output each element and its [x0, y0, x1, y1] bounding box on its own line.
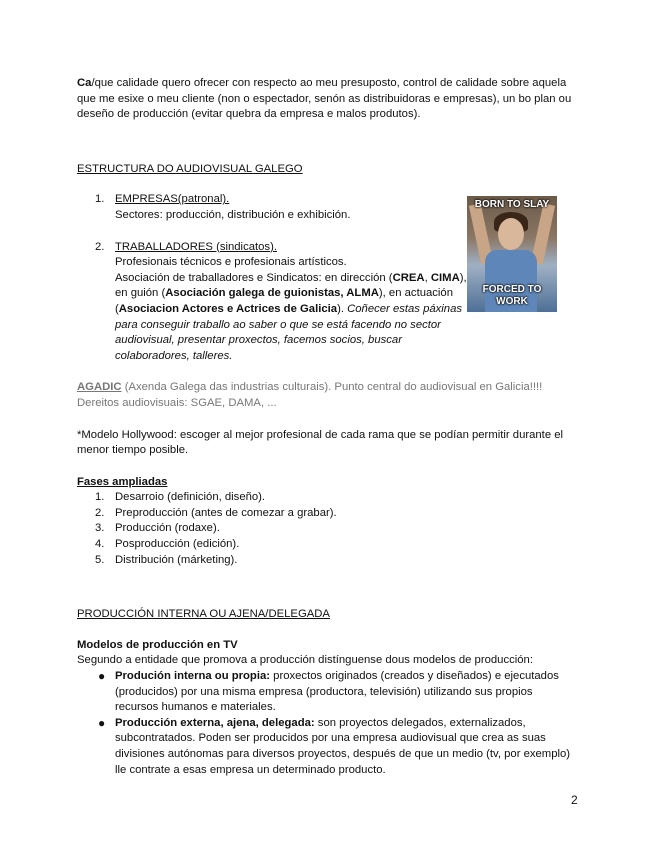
estructura-title: ESTRUCTURA DO AUDIOVISUAL GALEGO: [77, 162, 303, 175]
list-number: 3.: [95, 522, 105, 535]
list-item: [77, 506, 577, 522]
modelos-intro: Segundo a entidade que promova a producción distínguense dous modelos de producción:: [77, 654, 533, 667]
hollywood-note: *Modelo Hollywood: escoger al mejor profesional de cada rama que se podían permitir durante el menor tiempo posible.: [77, 428, 564, 457]
fase-text: Posproducción (edición).: [115, 538, 240, 551]
agadic-link[interactable]: AGADIC: [77, 381, 122, 394]
agadic-line: [77, 380, 577, 396]
text-run: ), en guión (: [115, 271, 467, 300]
empresas-line: Sectores: producción, distribución e exhibición.: [115, 208, 351, 221]
intro-paragraph: [77, 76, 577, 123]
page-number: 2: [571, 793, 578, 807]
dereitos-line: Dereitos audiovisuais: SGAE, DAMA, ...: [77, 396, 277, 409]
bullet-text: proxectos originados (creados y diseñados) e ejecutados (producidos) por una misma empresa (productora, televisión) utilizando sus propios recursos humanos e materiales.: [115, 670, 559, 714]
list-item: [77, 716, 577, 778]
list-item: [77, 537, 577, 553]
meme-top-caption: BORN TO SLAY: [474, 199, 550, 210]
fase-text: Preproducción (antes de comezar a grabar).: [115, 506, 337, 519]
list-number: 4.: [95, 538, 105, 551]
text-run: ).: [337, 302, 348, 315]
bullet-bold: Producción externa, ajena, delegada:: [115, 716, 315, 729]
bullet-icon: ●: [98, 715, 106, 730]
traballadores-line1: Profesionais técnicos e profesionais artísticos.: [115, 256, 347, 269]
list-item: [77, 553, 577, 569]
list-item: [77, 521, 577, 537]
meme-figure-face: [498, 218, 524, 250]
intro-lead: Ca: [77, 77, 92, 89]
modelos-list: [77, 669, 577, 778]
fases-list: [77, 490, 577, 568]
meme-image: [467, 196, 557, 312]
list-item: [77, 490, 577, 506]
fase-text: Distribución (márketing).: [115, 553, 238, 566]
fase-text: Producción (rodaxe).: [115, 522, 220, 535]
coñecer-note: Coñecer estas páxinas para conseguir traballo ao saber o que se está facendo no sector audiovisual, presentar proxectos, facemos socios, buscar colaboradores, talleres.: [115, 302, 463, 362]
list-item: [77, 669, 577, 716]
produccion-title: PRODUCCIÓN INTERNA OU AJENA/DELEGADA: [77, 608, 330, 621]
agadic-text: (Axenda Galega das industrias culturais). Punto central do audiovisual en Galicia!!!!: [121, 381, 543, 394]
actores-label: Asociacion Actores e Actrices de Galicia: [118, 302, 338, 315]
crea-label: CREA: [392, 271, 425, 284]
text-run: ), en actuación (: [115, 287, 453, 315]
meme-bottom-caption: FORCED TO WORK: [482, 284, 542, 307]
text-run: Asociación de traballadores e Sindicatos: en dirección (: [115, 271, 393, 284]
intro-text: /que calidade quero ofrecer con respecto ao meu presuposto, control de calidade sobre aquela que me esixe o meu cliente (non o espectador, senón as distribuidoras e empresas), un bo plan ou deseño de producción (evitar quebra da empresa e malos produtos).: [77, 77, 572, 121]
list-number: 1.: [95, 491, 105, 504]
bullet-bold: Produción interna ou propia:: [115, 670, 271, 683]
list-number: 2.: [95, 506, 105, 519]
text-run: ,: [424, 271, 431, 284]
document-page: [77, 76, 577, 778]
fases-title: Fases ampliadas: [77, 475, 168, 488]
alma-label: Asociación galega de guionistas, ALMA: [165, 287, 379, 300]
modelos-subtitle: Modelos de producción en TV: [77, 638, 238, 651]
bullet-text: son proyectos delegados, externalizados, subcontratados. Poden ser producidos por una empresa audiovisual que crea as suas divisiones autónomas para diversos proyectos, después de que un medio (tv, por exemplo) lle contrate a esas empresa un determinado producto.: [115, 716, 571, 776]
cima-label: CIMA: [430, 271, 460, 284]
traballadores-heading: TRABALLADORES (sindicatos).: [115, 240, 277, 253]
list-number: 5.: [95, 553, 105, 566]
list-number: 2.: [95, 240, 105, 253]
fase-text: Desarroio (definición, diseño).: [115, 491, 266, 504]
list-number: 1.: [95, 193, 105, 206]
bullet-icon: ●: [98, 669, 106, 684]
empresas-heading: EMPRESAS(patronal).: [115, 193, 230, 206]
